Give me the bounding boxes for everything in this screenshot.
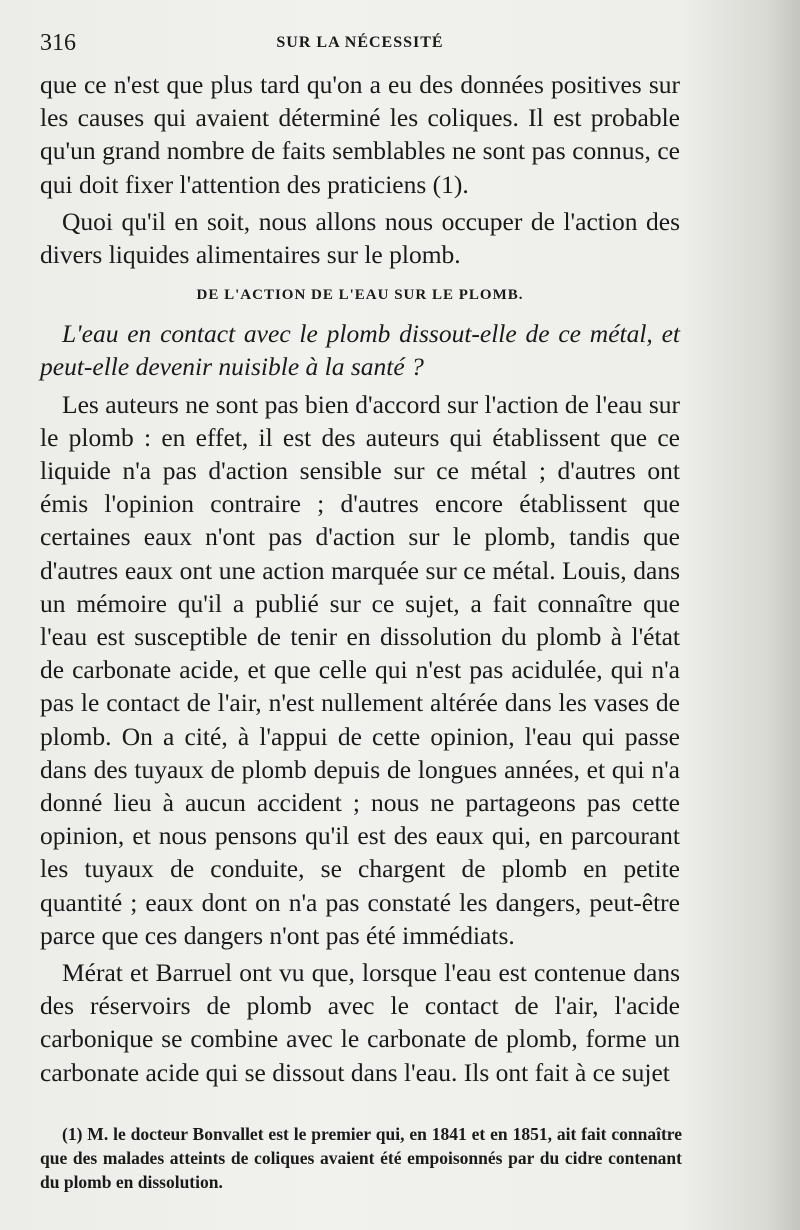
footnote (40, 1122, 682, 1194)
section-heading: DE L'ACTION DE L'EAU SUR LE PLOMB. (196, 287, 524, 304)
paragraph: Quoi qu'il en soit, nous allons nous occuper de l'action des divers liquides alimentaires sur le plomb. (40, 206, 680, 270)
footnote-text: (1) M. le docteur Bonvallet est le premier qui, en 1841 et en 1851, ait fait connaître que des malades atteints de coliques avaient été empoisonnés par du cidre contenant du plomb en dissolution. (40, 1124, 682, 1192)
paragraph: Les auteurs ne sont pas bien d'accord sur l'action de l'eau sur le plomb : en effet, il est des auteurs qui établissent que ce liquide n'a pas d'action sensible sur ce métal ; d'autres ont émis l'opinion contraire ; d'autres encore établissent que certaines eaux n'ont pas d'action sur le plomb, tandis que d'autres eaux ont une action marquée sur ce métal. Louis, dans un mémoire qu'il a publié sur ce sujet, a fait connaître que l'eau est susceptible de tenir en dissolution du plomb à l'état de carbonate acide, et que celle qui n'est pas acidulée, qui n'a pas le contact de l'air, n'est nullement altérée dans les vases de plomb. On a cité, à l'appui de cette opinion, l'eau qui passe dans des tuyaux de plomb depuis de longues années, et qui n'a donné lieu à aucun accident ; nous ne partageons pas cette opinion, et nous pensons qu'il est des eaux qui, en parcourant les tuyaux de conduite, se chargent de plomb en petite quantité ; eaux dont on n'a pas constaté les dangers, peut-être parce que ces dangers n'ont pas été immédiats. (40, 389, 680, 950)
section-question: L'eau en contact avec le plomb dissout-elle de ce métal, et peut-elle devenir nuisible à la santé ? (40, 319, 680, 382)
running-head: SUR LA NÉCESSITÉ (276, 34, 444, 51)
paragraph-continuation: que ce n'est que plus tard qu'on a eu des données positives sur les causes qui avaient déterminé les coliques. Il est probable qu'un grand nombre de faits semblables ne sont pas connus, ce qui doit fixer l'attention des praticiens (1). (40, 70, 680, 199)
body-text (40, 68, 680, 1089)
page-header (40, 30, 680, 60)
page-number: 316 (40, 30, 76, 56)
paragraph: Mérat et Barruel ont vu que, lorsque l'eau est contenue dans des réservoirs de plomb avec le contact de l'air, l'acide carbonique se combine avec le carbonate de plomb, forme un carbonate acide qui se dissout dans l'eau. Ils ont fait à ce sujet (40, 958, 680, 1087)
